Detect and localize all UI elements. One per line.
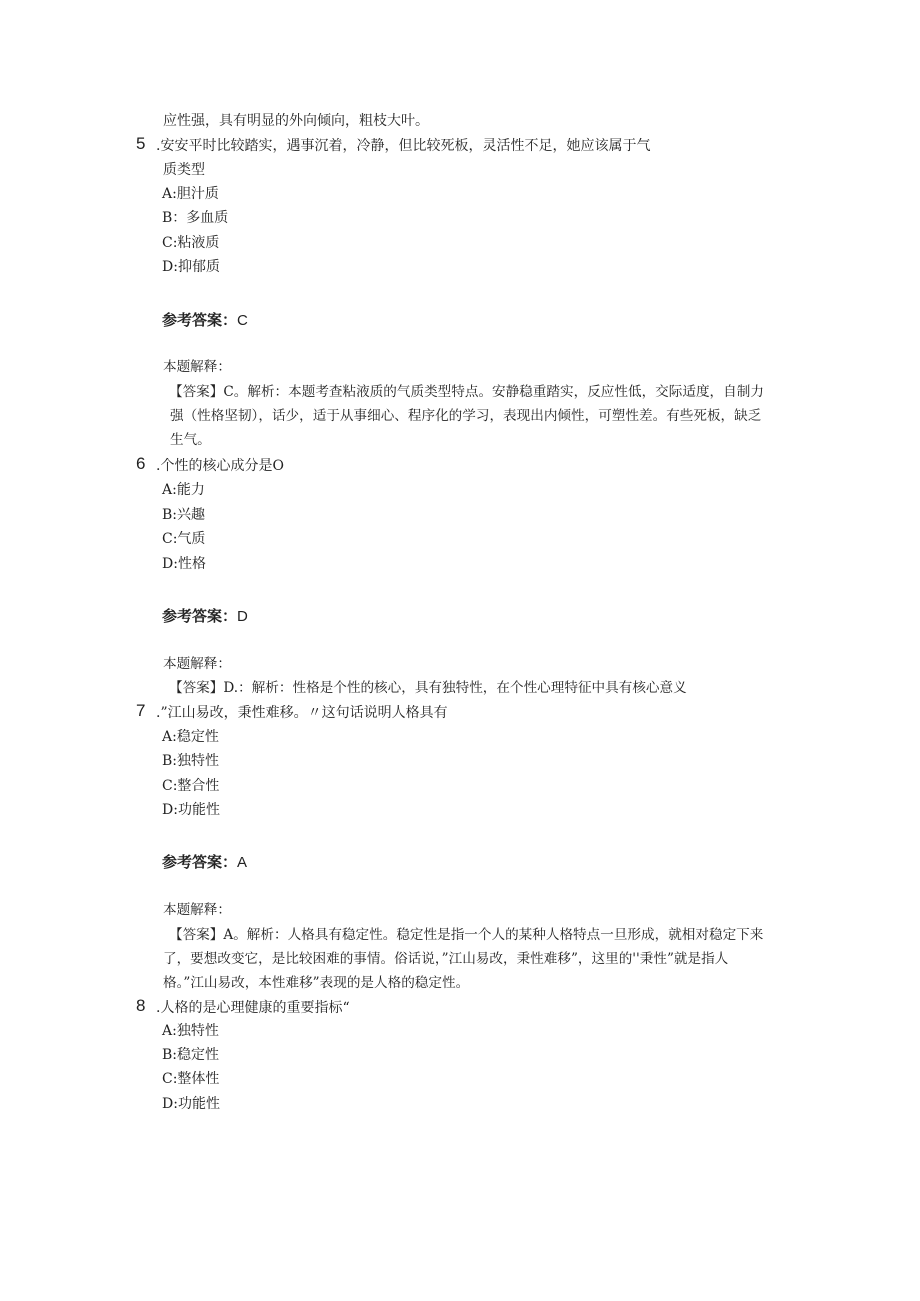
reference-answer: [162, 853, 247, 872]
answer-value: D: [237, 608, 248, 625]
question-number: 8: [136, 996, 146, 1015]
option-c[interactable]: C:气质: [162, 531, 206, 547]
question-number: 6: [136, 454, 146, 473]
answer-value: A: [237, 854, 248, 871]
option-b[interactable]: B:兴趣: [162, 507, 206, 523]
option-d[interactable]: D:抑郁质: [162, 259, 220, 275]
lead-text: 应性强，具有明显的外向倾向，粗枝大叶。: [163, 113, 429, 129]
question-number: 7: [136, 701, 146, 720]
answer-label: 参考答案：: [162, 853, 238, 871]
question-stem: .人格的是心理健康的重要指标“: [156, 1000, 350, 1016]
option-a[interactable]: A:胆汁质: [162, 186, 219, 202]
option-a[interactable]: A:稳定性: [162, 729, 219, 745]
answer-value: C: [237, 312, 248, 329]
option-d[interactable]: D:功能性: [162, 802, 220, 818]
question-number: 5: [136, 134, 146, 153]
answer-label: 参考答案：: [162, 311, 238, 329]
option-b[interactable]: B:独特性: [162, 753, 220, 769]
option-b[interactable]: B：多血质: [162, 210, 229, 226]
option-c[interactable]: C:粘液质: [162, 235, 220, 251]
option-d[interactable]: D:功能性: [162, 1096, 220, 1112]
explanation-label: 本题解释：: [163, 902, 231, 918]
option-d[interactable]: D:性格: [162, 556, 206, 572]
question-stem-continued: 质类型: [163, 162, 205, 178]
question-stem: .个性的核心成分是O: [156, 458, 284, 474]
reference-answer: [162, 607, 248, 626]
reference-answer: [162, 311, 248, 330]
explanation-label: 本题解释：: [163, 656, 231, 672]
question-stem: .安安平时比较踏实，遇事沉着，冷静，但比较死板，灵活性不足，她应该属于气: [156, 138, 651, 154]
explanation-line: 【答案】A。解析：人格具有稳定性。稳定性是指一个人的某种人格特点一旦形成，就相对稳定下来: [169, 927, 764, 943]
explanation-line: 生气。: [170, 432, 211, 448]
answer-label: 参考答案：: [162, 607, 238, 625]
option-a[interactable]: A:独特性: [162, 1023, 219, 1039]
option-c[interactable]: C:整合性: [162, 778, 220, 794]
explanation-line: 强（性格坚韧），话少，适于从事细心、程序化的学习，表现出内倾性，可塑性差。有些死板，缺乏: [170, 408, 762, 424]
explanation-line: 【答案】C。解析：本题考查粘液质的气质类型特点。安静稳重踏实，反应性低，交际适度，自制力: [169, 384, 764, 400]
option-b[interactable]: B:稳定性: [162, 1047, 220, 1063]
explanation-line: 【答案】D.：解析：性格是个性的核心，具有独特性，在个性心理特征中具有核心意义: [169, 680, 687, 696]
option-a[interactable]: A:能力: [162, 482, 205, 498]
question-stem: .”江山易改，秉性难移。〃这句话说明人格具有: [156, 705, 448, 721]
explanation-line: 格。”江山易改，本性难移”表现的是人格的稳定性。: [163, 975, 470, 991]
option-c[interactable]: C:整体性: [162, 1071, 220, 1087]
explanation-label: 本题解释：: [163, 359, 231, 375]
explanation-line: 了，要想改变它，是比较困难的事情。俗话说，”江山易改，秉性难移”，这里的''秉性”就是指人: [163, 951, 729, 967]
